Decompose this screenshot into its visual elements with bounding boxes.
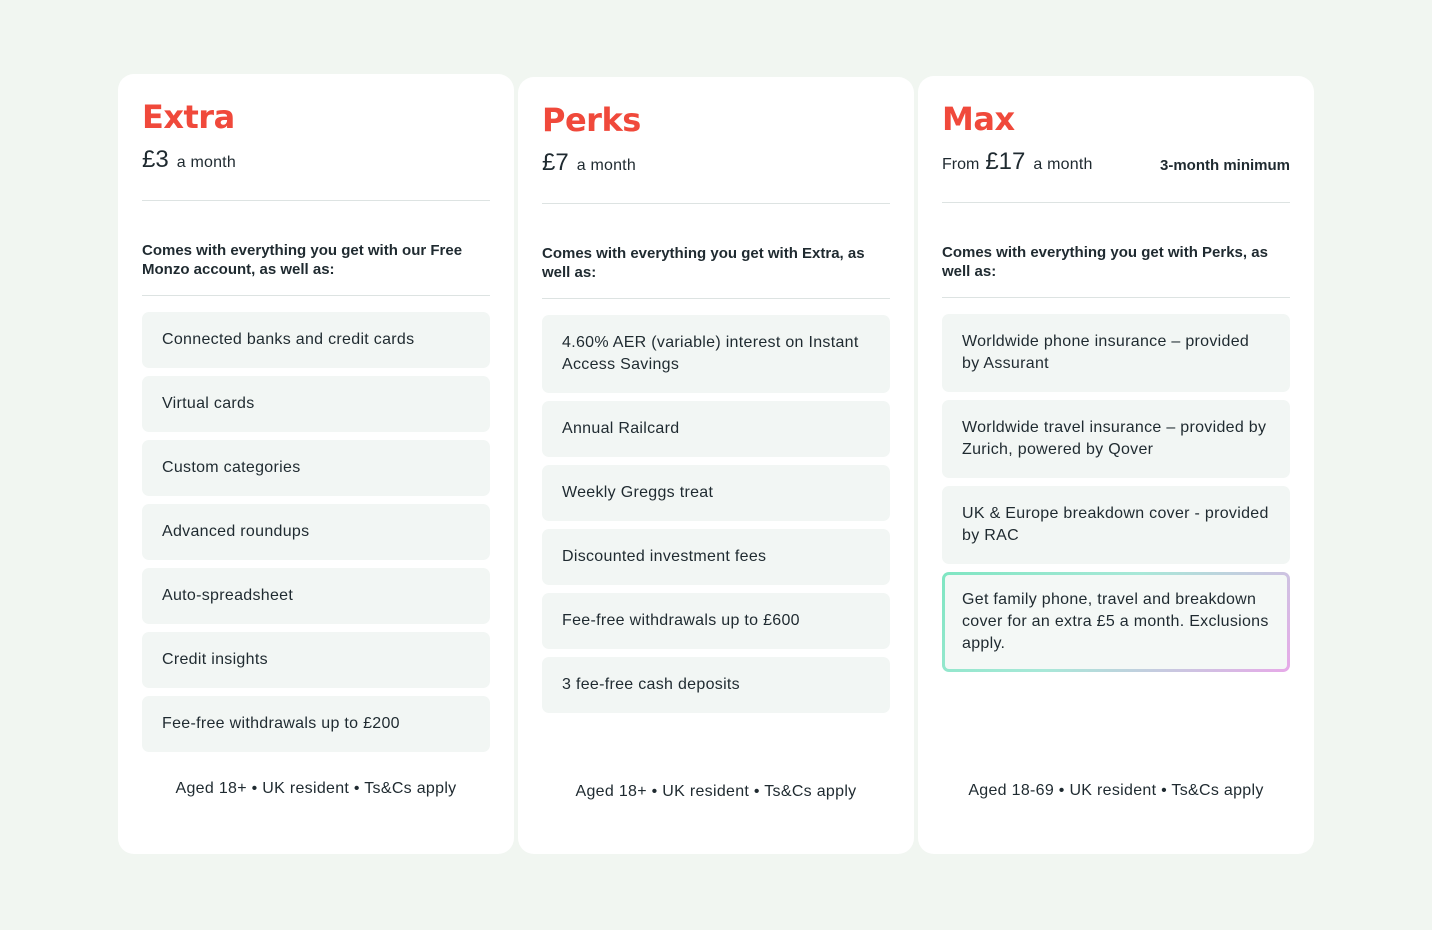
eligibility-footer: Aged 18+ • UK resident • Ts&Cs apply	[175, 780, 457, 797]
family-cover-highlight: Get family phone, travel and breakdown cover for an extra £5 a month. Exclusions apply.	[942, 572, 1290, 672]
price-prefix: From	[942, 156, 980, 173]
price-amount: £3	[142, 146, 169, 173]
feature-item: Advanced roundups	[142, 504, 490, 560]
feature-list	[542, 315, 890, 713]
price-row	[142, 146, 490, 180]
price-period: a month	[576, 157, 636, 174]
plan-title: Perks	[542, 101, 641, 139]
feature-item: Fee-free withdrawals up to £600	[542, 593, 890, 649]
plan-card-extra	[118, 74, 514, 854]
plan-intro: Comes with everything you get with Extra, as well as:	[542, 245, 865, 281]
feature-item: Connected banks and credit cards	[142, 312, 490, 368]
divider	[142, 295, 490, 296]
plan-intro: Comes with everything you get with Perks, as well as:	[942, 244, 1268, 280]
feature-list	[942, 314, 1290, 672]
price-row	[542, 149, 890, 183]
feature-item: Custom categories	[142, 440, 490, 496]
feature-item: 4.60% AER (variable) interest on Instant Access Savings	[542, 315, 890, 393]
price-amount: £7	[542, 149, 569, 176]
minimum-term: 3-month minimum	[1160, 157, 1290, 174]
feature-list	[142, 312, 490, 752]
feature-item: Worldwide phone insurance – provided by Assurant	[942, 314, 1290, 392]
feature-item: UK & Europe breakdown cover - provided by RAC	[942, 486, 1290, 564]
plan-card-perks	[518, 77, 914, 854]
plan-intro: Comes with everything you get with our Free Monzo account, as well as:	[142, 242, 463, 278]
feature-item: Worldwide travel insurance – provided by Zurich, powered by Qover	[942, 400, 1290, 478]
feature-item: Annual Railcard	[542, 401, 890, 457]
plan-title: Extra	[142, 98, 235, 136]
eligibility-footer: Aged 18+ • UK resident • Ts&Cs apply	[575, 783, 857, 800]
divider	[542, 298, 890, 299]
divider	[942, 297, 1290, 298]
feature-item: Auto-spreadsheet	[142, 568, 490, 624]
feature-item: Virtual cards	[142, 376, 490, 432]
plan-card-max	[918, 76, 1314, 854]
feature-item: Weekly Greggs treat	[542, 465, 890, 521]
price-period: a month	[176, 154, 236, 171]
feature-item: Credit insights	[142, 632, 490, 688]
price-amount: £17	[985, 148, 1026, 175]
feature-item: 3 fee-free cash deposits	[542, 657, 890, 713]
feature-item: Discounted investment fees	[542, 529, 890, 585]
price-row	[942, 148, 1290, 182]
eligibility-footer: Aged 18-69 • UK resident • Ts&Cs apply	[968, 782, 1264, 799]
price-period: a month	[1033, 156, 1093, 173]
feature-item: Fee-free withdrawals up to £200	[142, 696, 490, 752]
plan-title: Max	[942, 100, 1015, 138]
